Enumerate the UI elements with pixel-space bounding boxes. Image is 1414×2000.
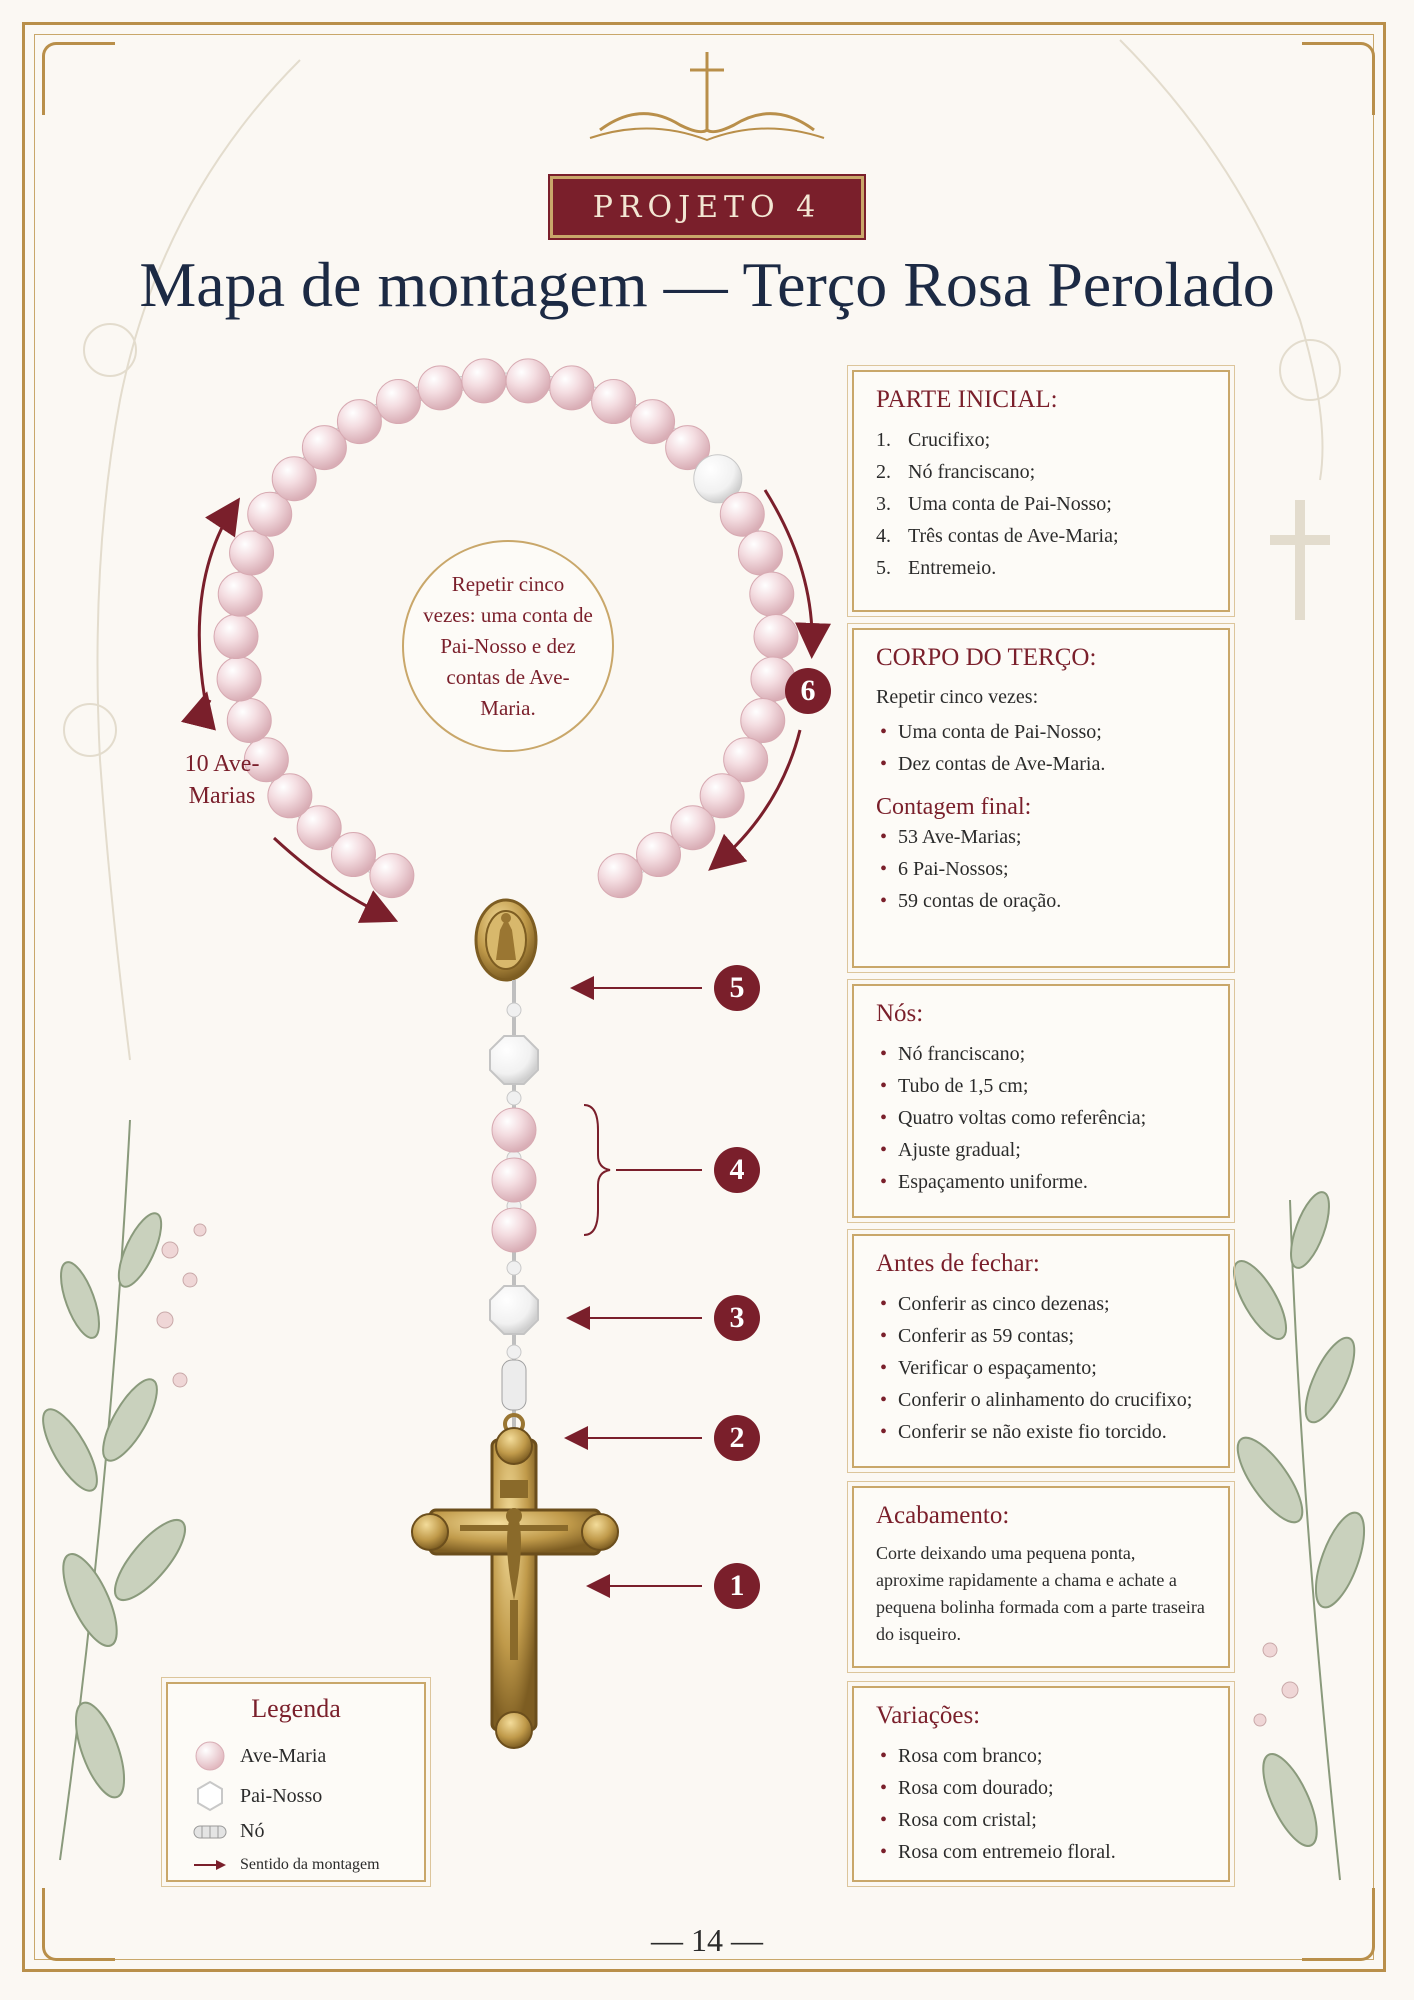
ave-maria-bead: [227, 698, 271, 742]
list-item: • Verificar o espaçamento;: [876, 1352, 1206, 1384]
list-item: • Conferir o alinhamento do crucifixo;: [876, 1384, 1206, 1416]
spacer-bead: [507, 1345, 521, 1359]
acabamento-text: Corte deixando uma pequena ponta, aproxime rapidamente a chama e achate a pequena bolinha formada com a parte traseira do isqueiro.: [876, 1543, 1205, 1644]
crucifix-icon: [412, 1428, 618, 1748]
list-item: • Conferir se não existe fio torcido.: [876, 1416, 1206, 1448]
pink-pearl-icon: [194, 1740, 226, 1772]
ave-maria-bead: [506, 359, 550, 403]
legend-item-no: Nó: [192, 1820, 264, 1843]
list-item: • Tubo de 1,5 cm;: [876, 1070, 1206, 1102]
page-title: Mapa de montagem — Terço Rosa Perolado: [139, 249, 1275, 320]
ave-maria-bead: [376, 380, 420, 424]
list-item: • Rosa com branco;: [876, 1740, 1206, 1772]
ave-marias-count-label: 10 Ave-Marias: [184, 751, 260, 809]
list-item: • Nó franciscano;: [876, 1038, 1206, 1070]
repeat-note-text: Repetir cinco vezes: uma conta de Pai-Nosso e dez contas de Ave-Maria.: [423, 571, 593, 720]
ave-maria-bead: [218, 572, 262, 616]
list-item: 4. Três contas de Ave-Maria;: [876, 525, 1119, 547]
step-marker-6: 6: [785, 668, 831, 714]
ave-maria-bead: [741, 698, 785, 742]
page-number: — 14 —: [651, 1922, 763, 1958]
panel-antes-de-fechar: [852, 1234, 1230, 1468]
ave-maria-bead: [550, 366, 594, 410]
contagem-final-title: Contagem final:: [876, 794, 1032, 820]
antes-list: [876, 1288, 1206, 1448]
pai-nosso-bead: [490, 1286, 538, 1334]
bracket-4: [584, 1105, 610, 1235]
panel-title: Acabamento:: [876, 1502, 1010, 1529]
medal-icon: [476, 900, 536, 980]
knot-icon: [192, 1822, 228, 1842]
ave-maria-bead: [214, 615, 258, 659]
ave-maria-bead: [720, 492, 764, 536]
panel-corpo-do-terco: [852, 628, 1230, 968]
step-marker-1: 1: [714, 1563, 760, 1609]
list-item: 1. Crucifixo;: [876, 429, 991, 451]
list-item: • Rosa com dourado;: [876, 1772, 1206, 1804]
list-item: • 59 contas de oração.: [876, 885, 1206, 917]
ave-maria-bead: [370, 854, 414, 898]
ave-maria-bead: [592, 380, 636, 424]
ave-maria-bead: [337, 400, 381, 444]
variacoes-list: [876, 1740, 1206, 1868]
arrow-right-icon: [192, 1858, 228, 1872]
white-pearl-icon: [194, 1780, 226, 1812]
list-item: • 53 Ave-Marias;: [876, 821, 1206, 853]
panel-acabamento: [852, 1486, 1230, 1668]
legend: [166, 1682, 426, 1882]
spacer-bead: [507, 1261, 521, 1275]
spacer-bead: [507, 1091, 521, 1105]
list-item: • Espaçamento uniforme.: [876, 1166, 1206, 1198]
legend-item-ave-maria: Ave-Maria: [192, 1740, 326, 1772]
ave-maria-bead: [492, 1158, 536, 1202]
spacer-bead: [507, 1003, 521, 1017]
step-marker-3: 3: [714, 1295, 760, 1341]
step-marker-5: 5: [714, 965, 760, 1011]
ave-maria-bead: [738, 531, 782, 575]
ave-maria-bead: [750, 572, 794, 616]
panel-title: Nós:: [876, 1000, 924, 1027]
ave-maria-bead: [462, 359, 506, 403]
panel-variacoes: [852, 1686, 1230, 1882]
panel-title: Variações:: [876, 1702, 981, 1729]
ave-maria-bead: [418, 366, 462, 410]
contagem-list: [876, 821, 1206, 917]
ave-maria-bead: [492, 1208, 536, 1252]
list-item: • Conferir as 59 contas;: [876, 1320, 1206, 1352]
corpo-list: [876, 716, 1206, 780]
panel-title: PARTE INICIAL:: [876, 386, 1058, 413]
parte-inicial-list: [876, 424, 1206, 584]
list-item: • 6 Pai-Nossos;: [876, 853, 1206, 885]
list-item: 2. Nó franciscano;: [876, 461, 1036, 483]
list-item: • Dez contas de Ave-Maria.: [876, 748, 1206, 780]
list-item: • Quatro voltas como referência;: [876, 1102, 1206, 1134]
list-item: • Rosa com cristal;: [876, 1804, 1206, 1836]
ave-maria-bead: [492, 1108, 536, 1152]
list-item: • Rosa com entremeio floral.: [876, 1836, 1206, 1868]
legend-title: Legenda: [251, 1694, 341, 1723]
list-item: • Conferir as cinco dezenas;: [876, 1288, 1206, 1320]
ave-maria-bead: [598, 854, 642, 898]
panel-nos: [852, 984, 1230, 1218]
repeat-note: [402, 540, 614, 752]
corpo-intro: Repetir cinco vezes:: [876, 686, 1039, 708]
legend-item-pai-nosso: Pai-Nosso: [192, 1780, 322, 1812]
panel-title: CORPO DO TERÇO:: [876, 644, 1097, 671]
legend-item-sentido: Sentido da montagem: [192, 1856, 380, 1874]
pai-nosso-bead: [490, 1036, 538, 1084]
ave-maria-bead: [754, 615, 798, 659]
step-marker-4: 4: [714, 1147, 760, 1193]
project-badge: PROJETO 4: [550, 176, 864, 238]
panel-parte-inicial: [852, 370, 1230, 612]
ave-maria-bead: [230, 531, 274, 575]
ave-maria-bead: [637, 833, 681, 877]
step-marker-2: 2: [714, 1415, 760, 1461]
list-item: • Ajuste gradual;: [876, 1134, 1206, 1166]
rosary-stem: [490, 980, 538, 1440]
panel-title: Antes de fechar:: [876, 1250, 1040, 1277]
nos-list: [876, 1038, 1206, 1198]
ave-maria-bead: [217, 657, 261, 701]
franciscan-knot: [502, 1360, 526, 1410]
list-item: • Uma conta de Pai-Nosso;: [876, 716, 1206, 748]
list-item: 5. Entremeio.: [876, 557, 997, 579]
list-item: 3. Uma conta de Pai-Nosso;: [876, 493, 1112, 515]
